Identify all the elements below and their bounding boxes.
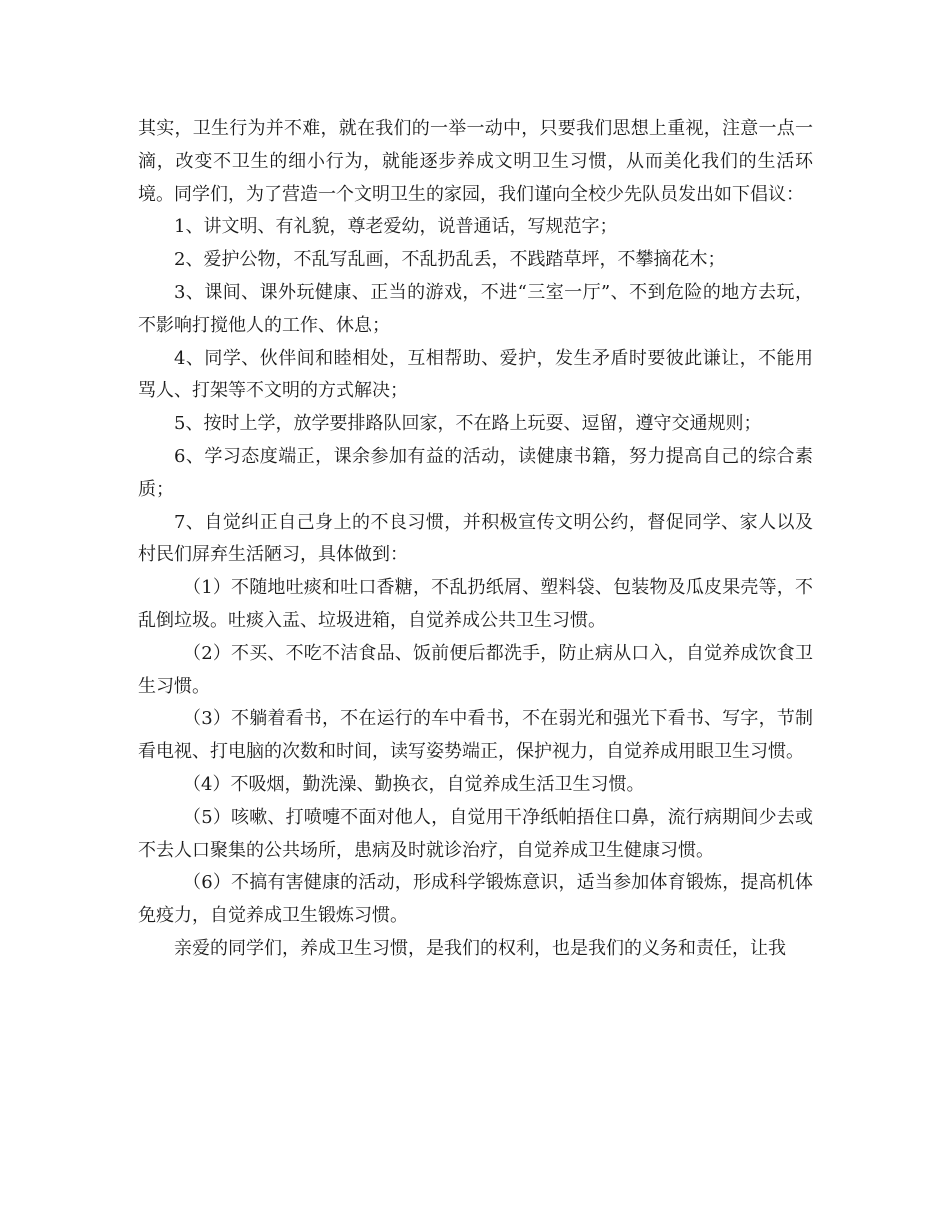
proposal-item-3: 3、课间、课外玩健康、正当的游戏，不进“三室一厅”、不到危险的地方去玩，不影响打搅他人的工作、休息； (138, 281, 813, 336)
proposal-item-6: 6、学习态度端正，课余参加有益的活动，读健康书籍，努力提高自己的综合素质； (138, 445, 813, 500)
proposal-item-4: 4、同学、伙伴间和睦相处，互相帮助、爱护，发生矛盾时要彼此谦让，不能用骂人、打架等不文明的方式解决； (138, 347, 813, 402)
sub-item-4: （4）不吸烟，勤洗澡、勤换衣，自觉养成生活卫生习惯。 (183, 773, 645, 795)
proposal-item-7: 7、自觉纠正自己身上的不良习惯，并积极宣传文明公约，督促同学、家人以及村民们屏弃生活陋习，具体做到： (138, 511, 813, 566)
proposal-item-1: 1、讲文明、有礼貌，尊老爱幼，说普通话，写规范字； (174, 216, 618, 238)
proposal-item-2: 2、爱护公物，不乱写乱画，不乱扔乱丢，不践踏草坪，不攀摘花木； (174, 249, 726, 271)
closing-paragraph: 亲爱的同学们，养成卫生习惯，是我们的权利，也是我们的义务和责任，让我 (174, 937, 786, 959)
sub-item-1: （1）不随地吐痰和吐口香糖，不乱扔纸屑、塑料袋、包装物及瓜皮果壳等，不乱倒垃圾。吐痰入盂、垃圾进箱，自觉养成公共卫生习惯。 (138, 577, 813, 631)
sub-item-6: （6）不搞有害健康的活动，形成科学锻炼意识，适当参加体育锻炼，提高机体免疫力，自觉养成卫生锻炼习惯。 (138, 872, 813, 927)
document-body (138, 113, 813, 966)
sub-item-5: （5）咳嗽、打喷嚏不面对他人，自觉用干净纸帕捂住口鼻，流行病期间少去或不去人口聚集的公共场所，患病及时就诊治疗，自觉养成卫生健康习惯。 (138, 806, 813, 861)
proposal-item-5: 5、按时上学，放学要排路队回家，不在路上玩耍、逗留，遵守交通规则； (174, 413, 762, 435)
intro-paragraph: 其实，卫生行为并不难，就在我们的一举一动中，只要我们思想上重视，注意一点一滴，改变不卫生的细小行为，就能逐步养成文明卫生习惯，从而美化我们的生活环境。同学们，为了营造一个文明卫生的家园，我们谨向全校少先队员发出如下倡议： (138, 118, 813, 205)
sub-item-2: （2）不买、不吃不洁食品、饭前便后都洗手，防止病从口入，自觉养成饮食卫生习惯。 (138, 642, 813, 697)
sub-item-3: （3）不躺着看书，不在运行的车中看书，不在弱光和强光下看书、写字，节制看电视、打电脑的次数和时间，读写姿势端正，保护视力，自觉养成用眼卫生习惯。 (138, 708, 813, 763)
